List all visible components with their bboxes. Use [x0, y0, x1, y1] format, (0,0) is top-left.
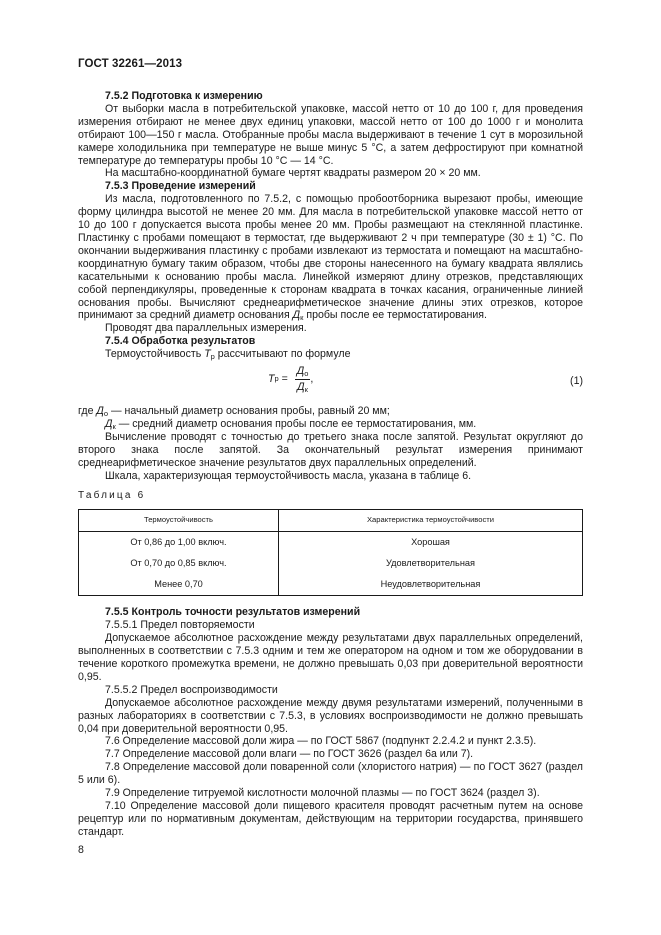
- denominator-subscript: к: [304, 384, 308, 394]
- where-text: — начальный диаметр основания пробы, равный 20 мм;: [108, 405, 390, 418]
- subsection-7-5-5-1-text: Допускаемое абсолютное расхождение между результатами двух параллельных определений, выполненных в соответствии с 7.5.3 одним и тем же оператором на одном и том же оборудовании в течение короткого промежутка времени, не должно превышать 0,03 при доверительной вероятности 0,95.: [78, 632, 583, 683]
- table-cell: Удовлетворительная: [279, 553, 583, 574]
- table-row: [79, 574, 583, 596]
- where-line-2: [78, 418, 583, 431]
- table-6: [78, 509, 583, 596]
- item-7-9: 7.9 Определение титруемой кислотности молочной плазмы — по ГОСТ 3624 (раздел 3).: [105, 787, 540, 800]
- formula-intro: [78, 348, 583, 361]
- formula-fraction: [295, 365, 314, 394]
- section-7-5-4-heading: 7.5.4 Обработка результатов: [105, 335, 256, 348]
- subsection-7-5-5-2-title: 7.5.5.2 Предел воспроизводимости: [105, 683, 278, 696]
- section-7-5-5-heading: 7.5.5 Контроль точности результатов измерений: [105, 606, 361, 619]
- paragraph-tail: пробы после ее термостатирования.: [303, 309, 487, 322]
- section-7-5-2-paragraph: От выборки масла в потребительской упаковке, массой нетто от 10 до 100 г, для проведения измерения отбирают не менее двух единиц упаковки, массой нетто от 100 до 1000 г и монолита отбирают 100—150 г масла. Отобранные пробы масла выдерживают в течение 1 сут в морозильной камере холодильника при температуре не выше минус 5 °С, а затем дефростируют при комнатной температуре до температуры пробы 10 °С — 14 °С.: [78, 102, 583, 167]
- table-cell: Неудовлетворительная: [279, 574, 583, 596]
- item-7-7: 7.7 Определение массовой доли влаги — по ГОСТ 3626 (раздел 6а или 7).: [105, 748, 474, 761]
- formula-equals: =: [278, 372, 291, 385]
- formula-comma: ,: [310, 372, 314, 385]
- section-7-5-2-paragraph-grid: На масштабно-координатной бумаге чертят квадраты размером 20 × 20 мм.: [105, 167, 481, 180]
- formula-row: [78, 363, 583, 401]
- where-symbol: Д: [96, 405, 104, 418]
- section-7-5-3-paragraph-parallel: Проводят два параллельных измерения.: [105, 322, 307, 335]
- table-row: [79, 553, 583, 574]
- subsection-7-5-5-1-title: 7.5.5.1 Предел повторяемости: [105, 619, 255, 632]
- table-header-cell: Термоустойчивость: [79, 510, 279, 532]
- thermo-symbol: Т: [204, 348, 211, 361]
- item-7-6: 7.6 Определение массовой доли жира — по ГОСТ 5867 (подпункт 2.2.4.2 и пункт 2.3.5).: [105, 735, 537, 748]
- intro-tail: рассчитывают по формуле: [214, 348, 351, 361]
- item-7-10: 7.10 Определение массовой доли пищевого красителя проводят расчетным путем на основе рецептур или по нормативным документам, действующим на территории государства, принявшего стандарт.: [78, 799, 583, 838]
- numerator-symbol: Д: [296, 365, 305, 378]
- where-subscript: к: [112, 421, 116, 431]
- where-subscript: о: [103, 409, 109, 419]
- document-body: [78, 90, 583, 839]
- where-symbol: Д: [105, 417, 113, 430]
- intro-text: Термоустойчивость: [105, 348, 205, 361]
- formula: Т р = $\frac{Д_о}{Д_к}$ ,: [268, 365, 314, 394]
- subsection-7-5-5-2-text: Допускаемое абсолютное расхождение между двумя результатами измерений, полученными в разных лабораториях в соответствии с 7.5.3, в условиях воспроизводимости не должно превышать 0,04 при доверительной вероятности 0,95.: [78, 696, 583, 735]
- scale-paragraph: Шкала, характеризующая термоустойчивость масла, указана в таблице 6.: [105, 469, 472, 482]
- paragraph-text: Из масла, подготовленного по 7.5.2, с помощью пробоотборника вырезают пробы, имеющие форму цилиндра высотой не менее 20 мм. Для масла в потребительской упаковке массой нетто от 10 до 100 г допускается высота пробы менее 20 мм. Пробы размещают на стеклянной пластинке. Пластинку с пробами помещают в термостат, где выдерживают 2 ч при температуре (30 ± 1) °С. По окончании выдерживания пластинку с пробами извлекают из термостата и помещают на масштабно-координатную бумагу таким образом, чтобы две стороны нанесенного на бумагу квадрата являлись касательными к основанию пробы масла. Линейкой измеряют длину отрезков, представляющих собой перпендикуляры, проведенные к сторонам квадрата в точках касания, ограниченные линией основания пробы. Вычисляют среднеарифметическое значение длины этих отрезков, которое принимают за средний диаметр основания: [78, 193, 583, 322]
- section-7-5-2-heading: 7.5.2 Подготовка к измерению: [105, 90, 263, 102]
- formula-denominator: [295, 380, 310, 394]
- table-cell: От 0,70 до 0,85 включ.: [79, 553, 279, 574]
- diameter-symbol: Д: [292, 309, 301, 322]
- where-line-1: [78, 405, 583, 418]
- table-cell: От 0,86 до 1,00 включ.: [79, 532, 279, 554]
- table-cell: Хорошая: [279, 532, 583, 554]
- table-header-cell: Характеристика термоустойчивости: [279, 510, 583, 532]
- where-text: — средний диаметр основания пробы после ее термостатирования, мм.: [115, 417, 477, 430]
- numerator-subscript: о: [304, 369, 309, 379]
- formula-number: (1): [570, 375, 583, 388]
- table-cell: Менее 0,70: [79, 574, 279, 596]
- calculation-paragraph: Вычисление проводят с точностью до третьего знака после запятой. Результат округляют до второго знака после запятой. За окончательный результат измерения принимают среднеарифметическое значение результатов двух параллельных определений.: [78, 430, 583, 469]
- table-header-row: [79, 510, 583, 532]
- diameter-subscript: к: [300, 313, 304, 323]
- document-header: ГОСТ 32261—2013: [78, 58, 183, 70]
- table-row: [79, 532, 583, 554]
- section-7-5-3-heading: 7.5.3 Проведение измерений: [105, 180, 256, 193]
- item-7-8: 7.8 Определение массовой доли поваренной соли (хлористого натрия) — по ГОСТ 3627 (раздел 5 или 6).: [78, 761, 583, 787]
- formula-numerator: [295, 365, 311, 380]
- where-prefix: где: [78, 405, 97, 418]
- denominator-symbol: Д: [297, 380, 305, 393]
- thermo-subscript: р: [210, 352, 215, 362]
- table-caption: Таблица 6: [78, 490, 146, 502]
- page-number: 8: [78, 844, 84, 856]
- section-7-5-3-paragraph: [78, 193, 583, 322]
- formula-lhs: Т: [268, 372, 275, 385]
